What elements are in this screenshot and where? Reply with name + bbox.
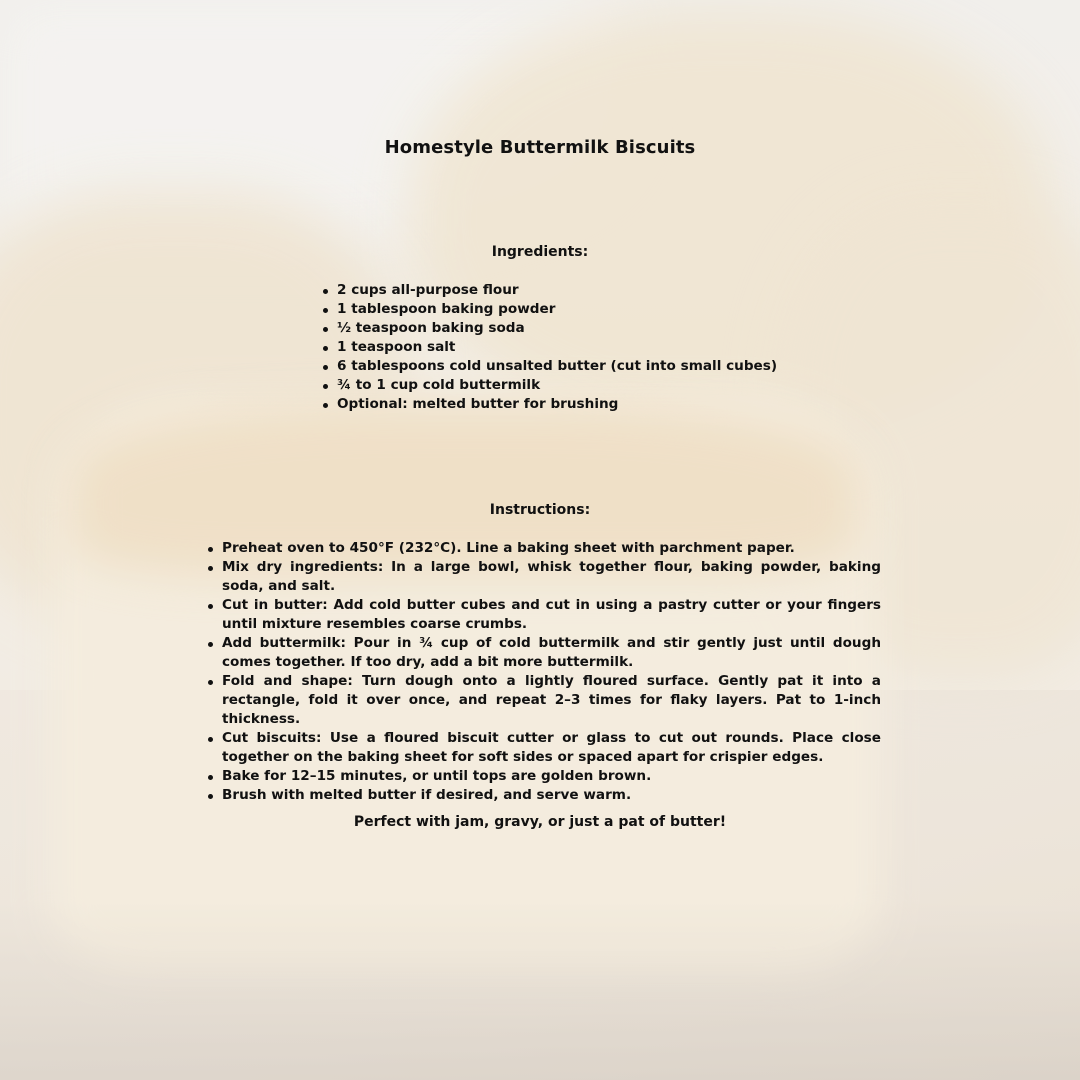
ingredient-item: ½ teaspoon baking soda (337, 319, 797, 338)
ingredient-item: 2 cups all-purpose flour (337, 281, 797, 300)
ingredient-item: 6 tablespoons cold unsalted butter (cut into small cubes) (337, 357, 797, 376)
instructions-heading: Instructions: (489, 502, 591, 518)
instruction-step: Mix dry ingredients: In a large bowl, whisk together flour, baking powder, baking soda, and salt. (222, 559, 881, 594)
ingredient-item: 1 teaspoon salt (337, 338, 797, 357)
instructions-list (222, 539, 881, 805)
ingredients-heading: Ingredients: (491, 244, 589, 260)
closing-note: Perfect with jam, gravy, or just a pat of butter! (353, 814, 727, 830)
instruction-step: Cut biscuits: Use a floured biscuit cutter or glass to cut out rounds. Place close together on the baking sheet for soft sides or spaced apart for crispier edges. (222, 730, 881, 765)
ingredient-item: ¾ to 1 cup cold buttermilk (337, 376, 797, 395)
ingredients-list (337, 281, 797, 414)
instruction-step: Preheat oven to 450°F (232°C). Line a baking sheet with parchment paper. (222, 539, 881, 558)
recipe-title: Homestyle Buttermilk Biscuits (384, 137, 696, 158)
instruction-step: Add buttermilk: Pour in ¾ cup of cold buttermilk and stir gently just until dough comes together. If too dry, add a bit more buttermilk. (222, 635, 881, 670)
ingredient-item: Optional: melted butter for brushing (337, 395, 797, 414)
instruction-step: Bake for 12–15 minutes, or until tops are golden brown. (222, 767, 881, 786)
instruction-step: Cut in butter: Add cold butter cubes and cut in using a pastry cutter or your fingers until mixture resembles coarse crumbs. (222, 597, 881, 632)
instruction-step: Brush with melted butter if desired, and serve warm. (222, 786, 881, 805)
instruction-step: Fold and shape: Turn dough onto a lightly floured surface. Gently pat it into a rectangle, fold it over once, and repeat 2–3 times for flaky layers. Pat to 1-inch thickness. (222, 673, 881, 727)
ingredient-item: 1 tablespoon baking powder (337, 300, 797, 319)
